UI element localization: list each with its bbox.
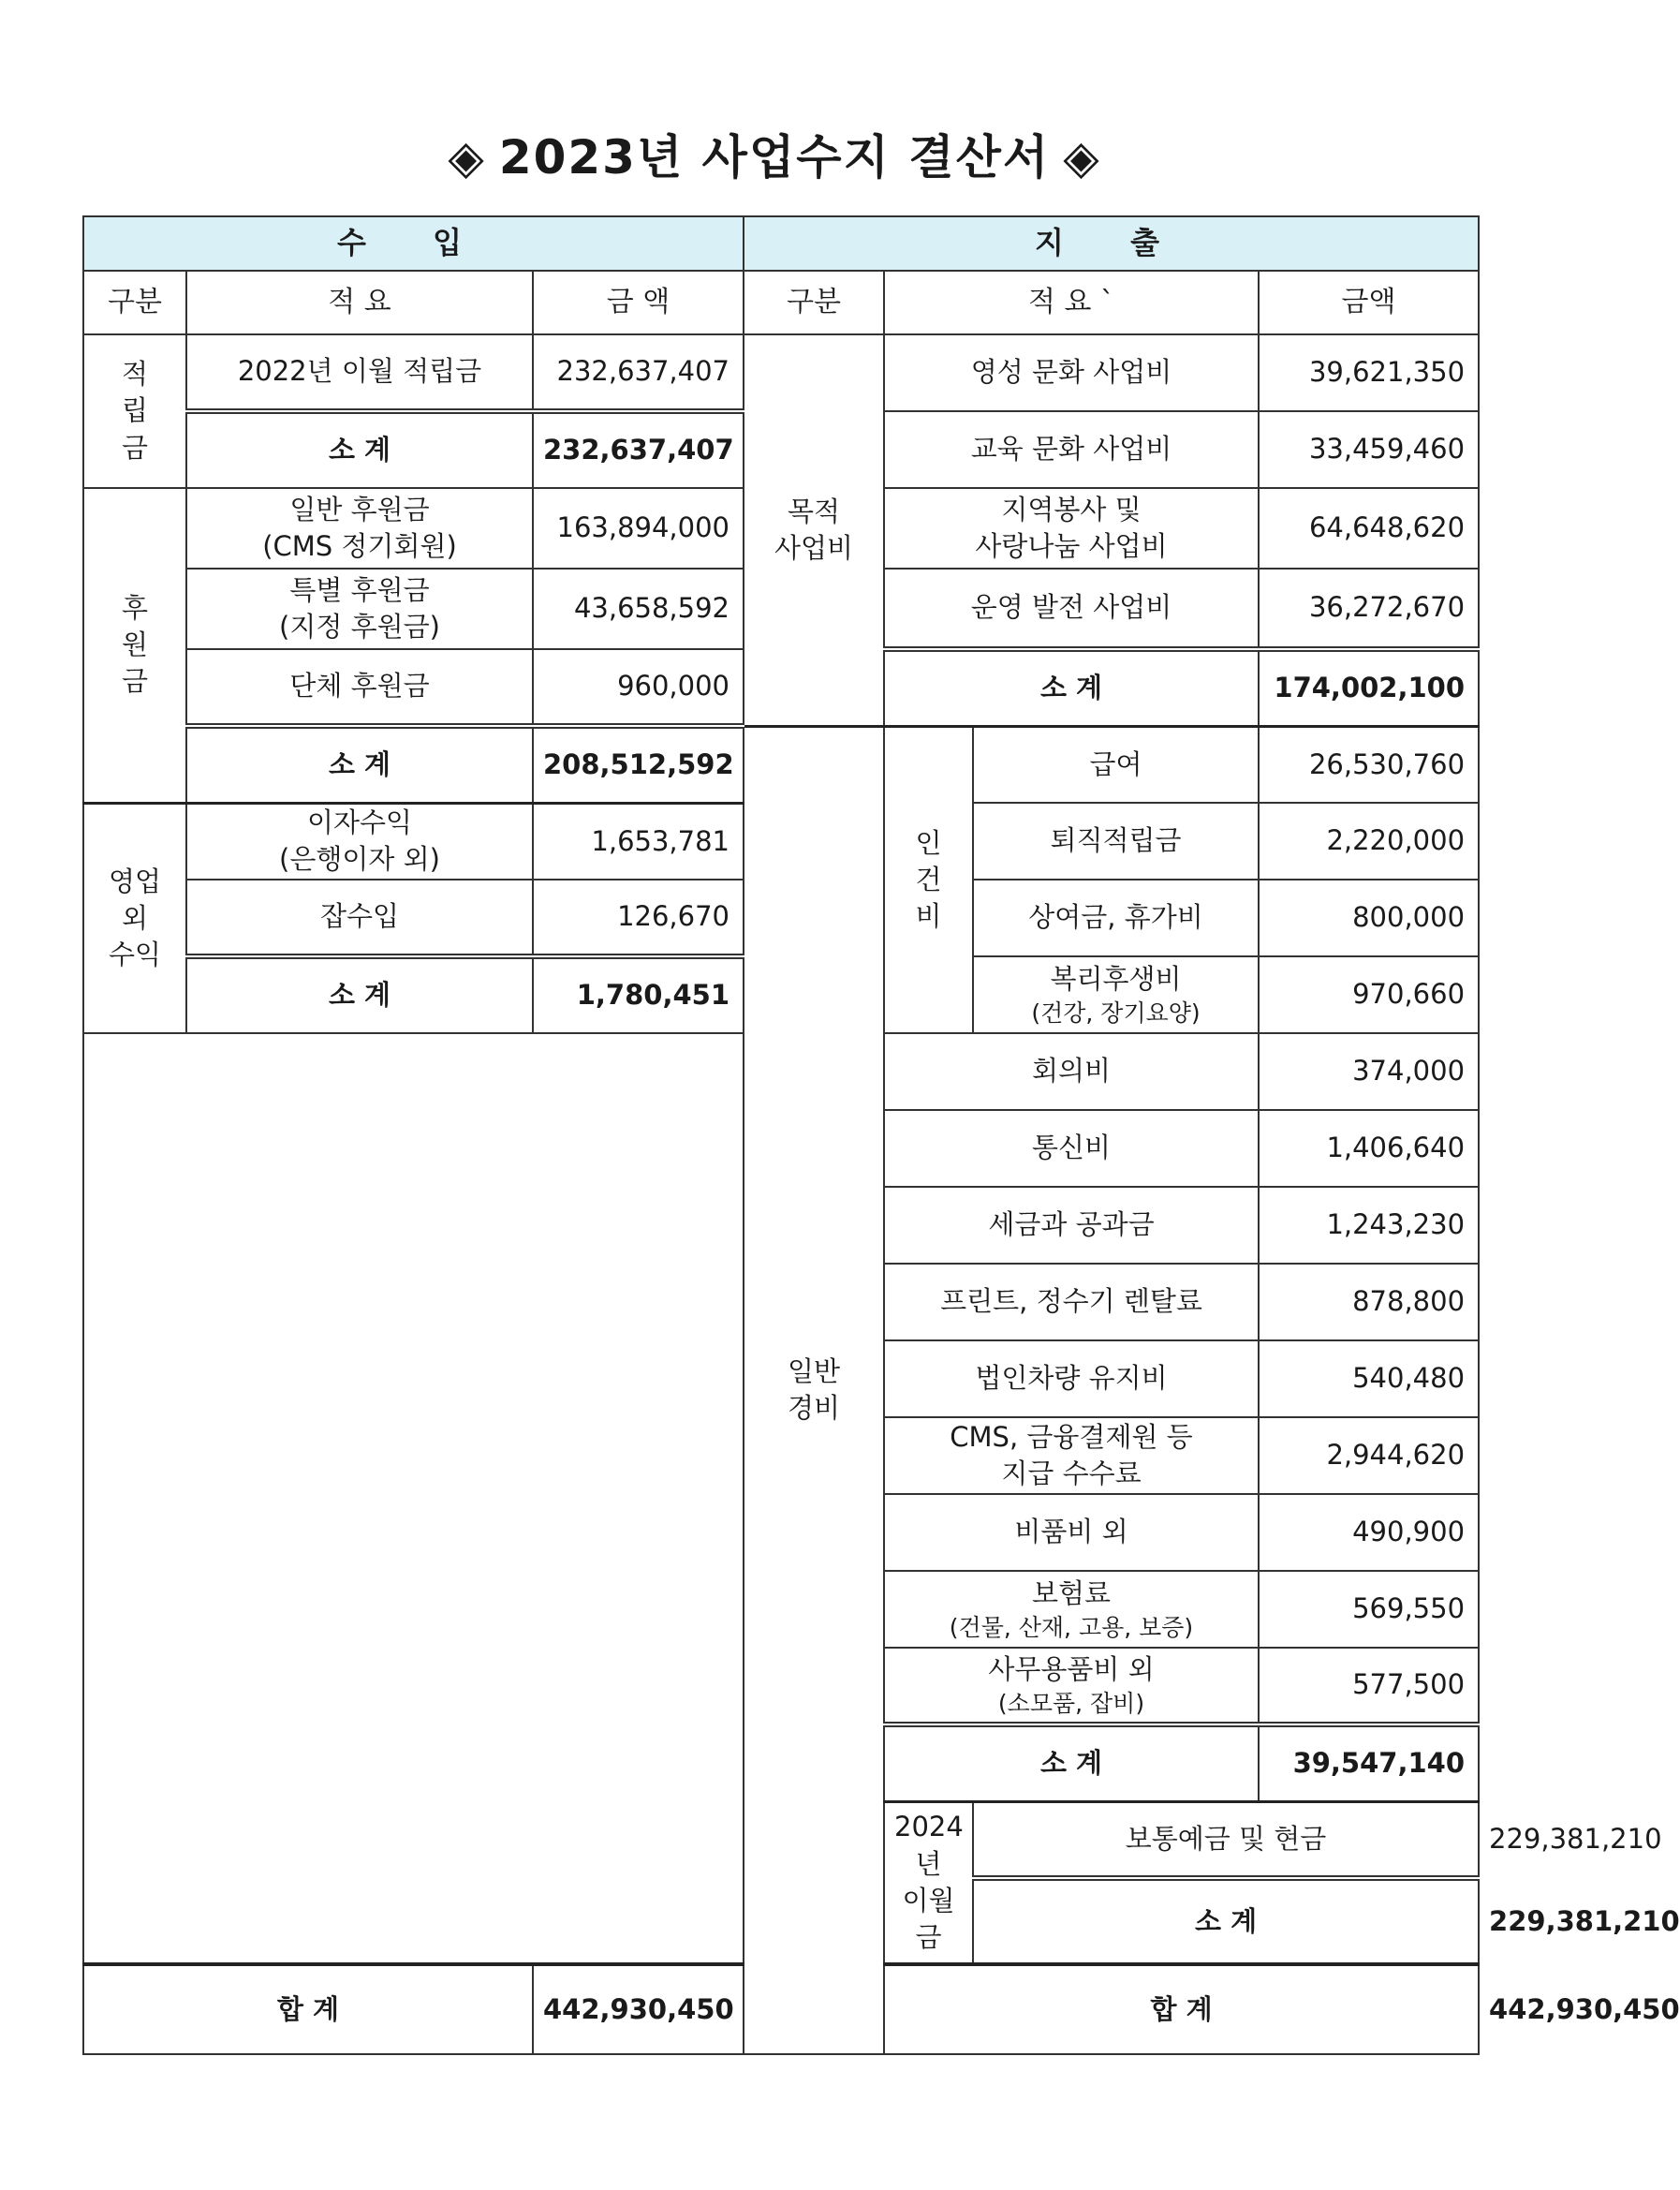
expense-col-desc: 적 요 ` [884, 271, 1259, 334]
income-category-reserve: 적 립 금 [83, 334, 186, 488]
expense-item-desc: 퇴직적립금 [973, 803, 1259, 880]
settlement-table: 수 입 지 출 구분 적 요 금 액 구분 적 요 ` 금액 적 립 금 2022년 이월 적립금 232,637,407 목적 사업비 영성 문화 사업비 39,621,350 소 계 232,637,407 교육 문화 사업비 33,459,460 후 원 금 일반 후원금 (CMS 정기회원) 163,894,000 지역봉사 및 사랑나눔 사업비 64,648,620 특별 후원금 (지정 후원금) 43,658,592 운영 발전 사업비 36,272,670 단체 후원금 960,000 소 계 174,002,100 소 계 208,512,592 일반 경비 인 건 비 급여 26,530,760 영업 외 수익 이자수익 (은행이자 외) 1,653,781 퇴직적립금 2,220,000 잡수입 126,670 상여금, 휴가비 800,000 소 계 1,780,451 복리후생비 (건강, 장기요양) 970,660 회의비 374,000 통신비 1,406,640 세금과 공과금 1,243,230 프린트, 정수기 렌탈료 878,800 법인차량 유지비 540,480 CMS, 금융결제원 등 지급 수수료 2,944,620 비품비 외 490,900 보험료 (건물, 산재, 고용, 보증) 569,550 사무용품비 외 (소모품, 잡비) 577,500 소 계 39,547,140 2024년 이월금 보통예금 및 현금 229,381,210 소 계 229,381,210 합 계 442,930,450 합 계 442,930,450 [82, 215, 1480, 2055]
expense-item-desc: 영성 문화 사업비 [884, 334, 1259, 411]
expense-item-desc: 지역봉사 및 사랑나눔 사업비 [884, 488, 1259, 569]
diamond-icon: ◈ [448, 130, 486, 185]
expense-item-amount: 2,944,620 [1259, 1417, 1479, 1494]
diamond-icon: ◈ [1063, 130, 1101, 185]
expense-item-desc: 급여 [973, 726, 1259, 803]
expense-item-desc: 법인차량 유지비 [884, 1340, 1259, 1417]
expense-col-category: 구분 [744, 271, 884, 334]
income-item-desc: 2022년 이월 적립금 [186, 334, 533, 411]
income-item-amount: 163,894,000 [533, 488, 744, 569]
income-col-amount: 금 액 [533, 271, 744, 334]
expense-item-desc: 통신비 [884, 1110, 1259, 1187]
expense-item-amount: 577,500 [1259, 1648, 1479, 1724]
income-subtotal-label: 소 계 [186, 956, 533, 1033]
expense-item-amount: 970,660 [1259, 956, 1479, 1033]
income-item-amount: 1,653,781 [533, 803, 744, 880]
expense-item-desc: 프린트, 정수기 렌탈료 [884, 1264, 1259, 1340]
income-item-desc: 특별 후원금 (지정 후원금) [186, 569, 533, 649]
expense-header: 지 출 [744, 216, 1479, 271]
income-item-desc: 단체 후원금 [186, 649, 533, 726]
expense-item-amount: 64,648,620 [1259, 488, 1479, 569]
income-item-amount: 960,000 [533, 649, 744, 726]
expense-item-amount: 1,243,230 [1259, 1187, 1479, 1264]
income-subtotal-amount: 1,780,451 [533, 956, 744, 1033]
expense-subtotal-label: 소 계 [884, 1724, 1259, 1801]
expense-category-purpose: 목적 사업비 [744, 334, 884, 726]
expense-item-desc: 보험료 (건물, 산재, 고용, 보증) [884, 1571, 1259, 1648]
expense-col-amount: 금액 [1259, 271, 1479, 334]
expense-category-carryover: 2024년 이월금 [884, 1801, 973, 1964]
income-item-desc: 잡수입 [186, 880, 533, 956]
expense-item-amount: 26,530,760 [1259, 726, 1479, 803]
expense-item-desc: CMS, 금융결제원 등 지급 수수료 [884, 1417, 1259, 1494]
expense-subtotal-label: 소 계 [973, 1878, 1479, 1964]
title-text: 2023년 사업수지 결산서 [498, 130, 1051, 185]
expense-item-desc: 비품비 외 [884, 1494, 1259, 1571]
expense-item-amount: 540,480 [1259, 1340, 1479, 1417]
income-item-desc: 이자수익 (은행이자 외) [186, 803, 533, 880]
income-subtotal-label: 소 계 [186, 411, 533, 488]
expense-item-amount: 39,621,350 [1259, 334, 1479, 411]
expense-item-amount: 33,459,460 [1259, 411, 1479, 488]
income-col-category: 구분 [83, 271, 186, 334]
income-item-amount: 232,637,407 [533, 334, 744, 411]
income-col-desc: 적 요 [186, 271, 533, 334]
expense-item-amount: 490,900 [1259, 1494, 1479, 1571]
expense-item-desc: 교육 문화 사업비 [884, 411, 1259, 488]
expense-subtotal-label: 소 계 [884, 649, 1259, 726]
expense-total-label: 합 계 [884, 1964, 1479, 2054]
income-item-amount: 126,670 [533, 880, 744, 956]
income-category-nonoperating: 영업 외 수익 [83, 803, 186, 1033]
income-subtotal-label: 소 계 [186, 726, 533, 803]
income-category-donation: 후 원 금 [83, 488, 186, 803]
income-item-desc: 일반 후원금 (CMS 정기회원) [186, 488, 533, 569]
expense-item-amount: 2,220,000 [1259, 803, 1479, 880]
expense-item-amount: 1,406,640 [1259, 1110, 1479, 1187]
income-subtotal-amount: 232,637,407 [533, 411, 744, 488]
income-header: 수 입 [83, 216, 744, 271]
income-blank-area [83, 1033, 744, 1964]
income-total-amount: 442,930,450 [533, 1964, 744, 2054]
expense-item-amount: 878,800 [1259, 1264, 1479, 1340]
expense-item-amount: 800,000 [1259, 880, 1479, 956]
expense-item-desc: 상여금, 휴가비 [973, 880, 1259, 956]
income-item-amount: 43,658,592 [533, 569, 744, 649]
expense-item-desc: 사무용품비 외 (소모품, 잡비) [884, 1648, 1259, 1724]
expense-item-desc: 운영 발전 사업비 [884, 569, 1259, 649]
expense-subtotal-amount: 174,002,100 [1259, 649, 1479, 726]
expense-subtotal-amount: 39,547,140 [1259, 1724, 1479, 1801]
expense-item-desc: 복리후생비 (건강, 장기요양) [973, 956, 1259, 1033]
expense-item-amount: 36,272,670 [1259, 569, 1479, 649]
expense-item-desc: 보통예금 및 현금 [973, 1801, 1479, 1878]
expense-item-desc: 세금과 공과금 [884, 1187, 1259, 1264]
income-total-label: 합 계 [83, 1964, 533, 2054]
expense-personnel-label: 인 건 비 [884, 726, 973, 1033]
expense-item-desc: 회의비 [884, 1033, 1259, 1110]
expense-item-amount: 374,000 [1259, 1033, 1479, 1110]
expense-item-amount: 569,550 [1259, 1571, 1479, 1648]
expense-category-general: 일반 경비 [744, 726, 884, 2054]
page-title [0, 120, 1549, 187]
income-subtotal-amount: 208,512,592 [533, 726, 744, 803]
